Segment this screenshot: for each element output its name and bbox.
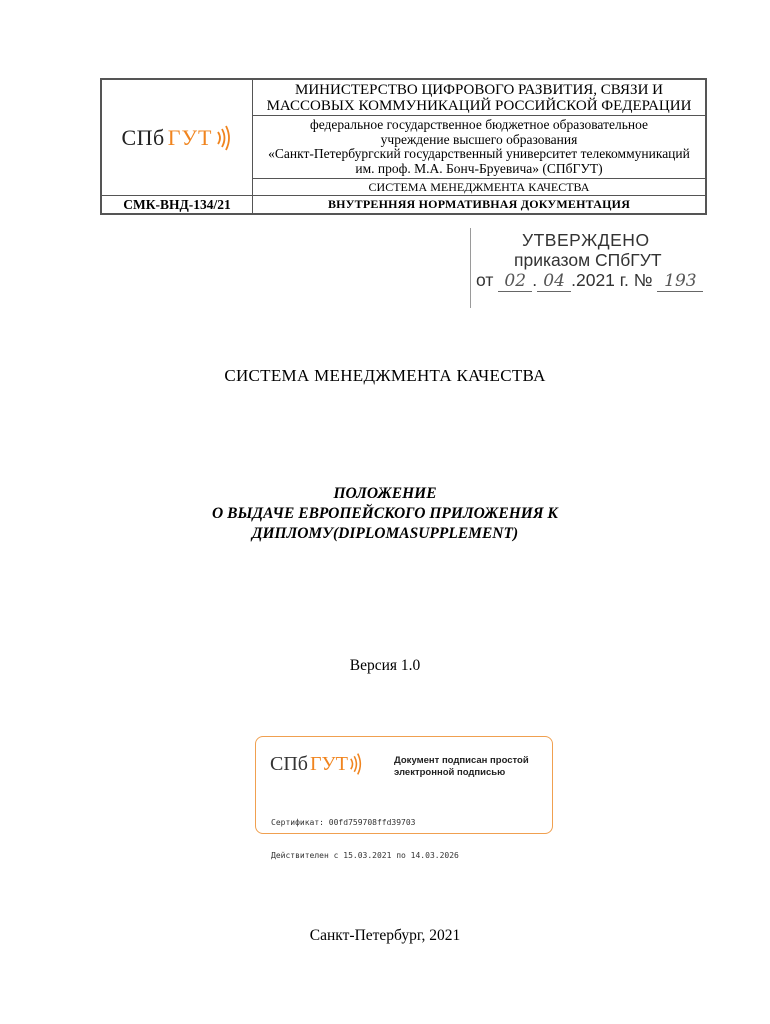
approval-date-line: от 02 . 04 .2021 г. № 193 [476,270,703,292]
version-label: Версия 1.0 [349,657,421,674]
fed-line-2: учреждение высшего образования [380,131,578,147]
approval-order: приказом СПбГУТ [514,250,662,270]
sig-msg-line-1: Документ подписан простой [394,755,529,766]
internal-docs-label: ВНУТРЕННЯЯ НОРМАТИВНАЯ ДОКУМЕНТАЦИЯ [253,196,707,215]
signature-logo [270,751,364,777]
header-system-label: СИСТЕМА МЕНЕДЖМЕНТА КАЧЕСТВА [253,179,707,196]
doc-title-line-3: ДИПЛОМУ(DIPLOMASUPPLEMENT) [251,525,519,542]
fed-line-1: федеральное государственное бюджетное образовательное [309,117,648,133]
certificate-validity: Действителен с 15.03.2021 по 14.03.2026 [271,851,459,860]
signature-certificate [271,795,459,883]
approval-number: 193 [657,271,703,292]
fed-line-4: им. проф. М.А. Бонч-Бруевича» (СПбГУТ) [355,160,603,176]
stamp-divider [470,228,471,308]
sig-logo-gut: ГУТ [309,752,348,775]
university-name [253,116,707,179]
signal-waves-icon [215,123,233,153]
doc-title-line-2: О ВЫДАЧЕ ЕВРОПЕЙСКОГО ПРИЛОЖЕНИЯ К [212,505,558,522]
document-title [0,484,770,544]
logo-spb-text: СПб [121,124,165,150]
sig-msg-line-2: электронной подписью [394,767,506,778]
header-logo-cell [101,79,253,196]
ministry-line-1: МИНИСТЕРСТВО ЦИФРОВОГО РАЗВИТИЯ, СВЯЗИ И [295,81,663,98]
header-table [100,78,707,215]
approval-title: УТВЕРЖДЕНО [522,230,650,250]
approval-year: .2021 г. № [571,270,653,290]
certificate-id: Сертификат: 00fd759708ffd39703 [271,818,416,827]
sig-logo-spb: СПб [270,752,308,775]
ministry-line-2: МАССОВЫХ КОММУНИКАЦИЙ РОССИЙСКОЙ ФЕДЕРАЦИИ [266,97,692,114]
system-title: СИСТЕМА МЕНЕДЖМЕНТА КАЧЕСТВА [224,366,546,385]
signal-waves-icon [348,751,364,777]
city-year: Санкт-Петербург, 2021 [309,927,461,944]
document-code: СМК-ВНД-134/21 [101,196,253,215]
approval-day: 02 [498,271,532,292]
signature-message [394,755,529,779]
spbgut-logo [122,123,233,153]
e-signature-box [255,736,553,860]
fed-line-3: «Санкт-Петербургский государственный университет телекоммуникаций [268,146,690,162]
logo-gut-text: ГУТ [167,124,213,150]
doc-title-line-1: ПОЛОЖЕНИЕ [333,485,437,502]
approval-stamp [470,228,720,308]
approval-month: 04 [537,271,571,292]
ministry-name [253,79,707,116]
approval-from: от [476,270,494,290]
